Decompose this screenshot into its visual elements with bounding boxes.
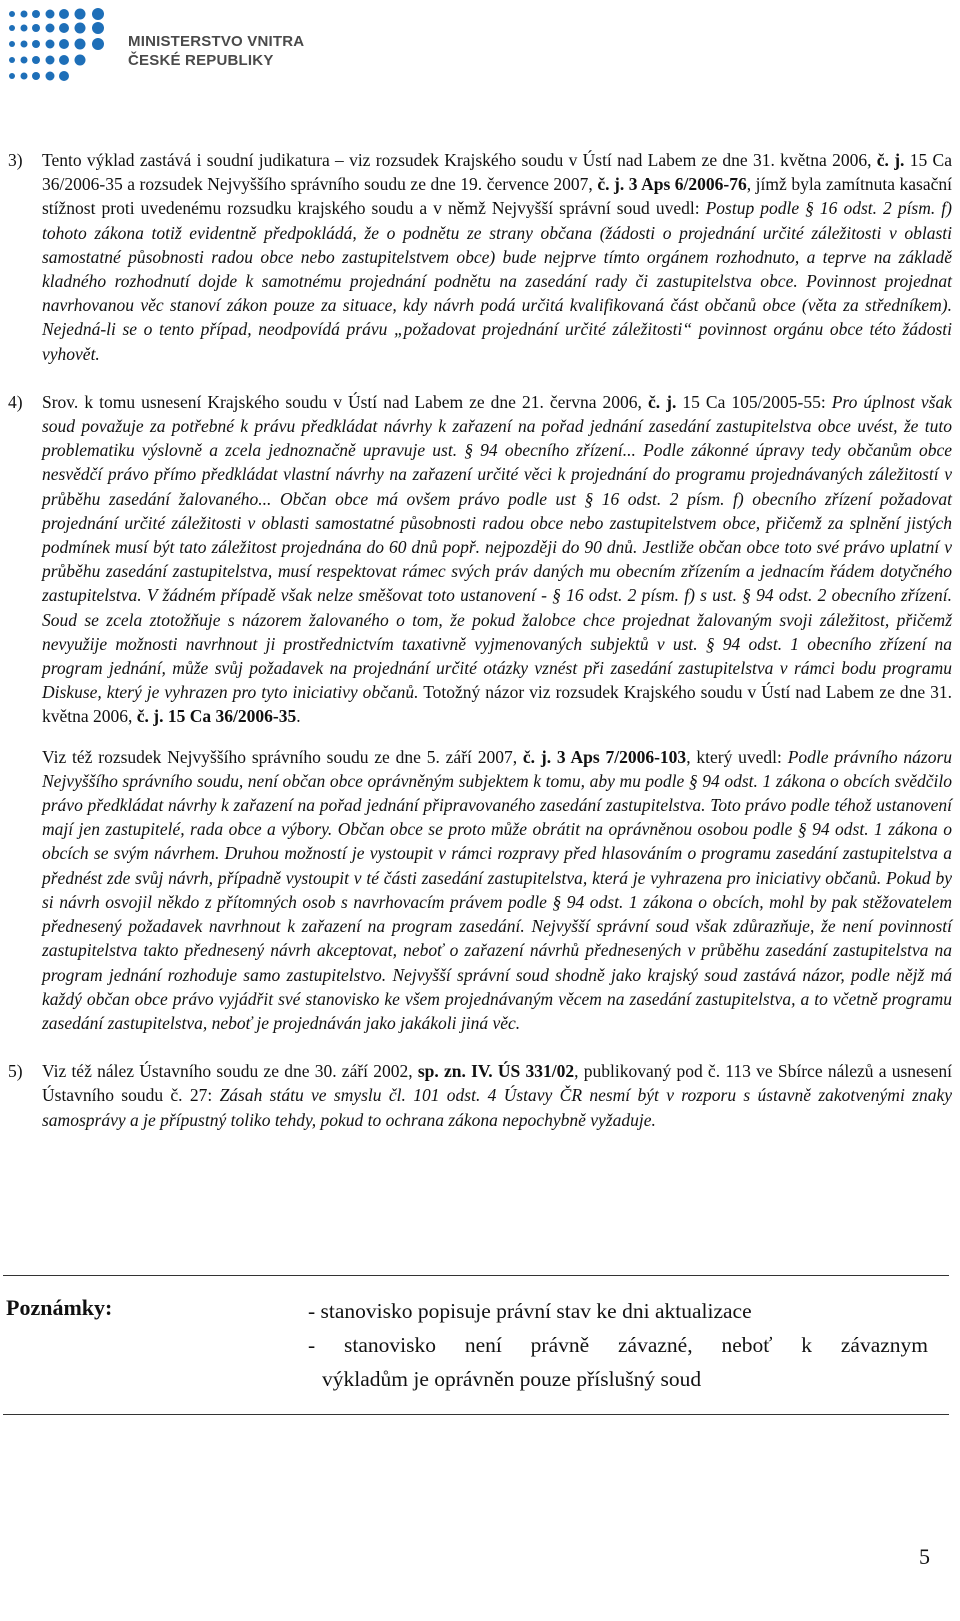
quotation: Podle právního názoru Nejvyššího správního soudu, není občan obce oprávněným subjektem k tomu, aby mu podle § 94 odst. 1 zákona o obcích svědčilo právo předkládat návrhy k zařazení na pořad jednání připravovaného zasedání zastupitelstva. Toto právo podle téhož ustanovení mají jen zastupitelé, rada obce a výbory. Občan obce se proto může obrátit na oprávněnou osobou podle § 94 odst. 1 zákona o obcích se svým návrhem. Druhou možností je vystoupit v rámci rozpravy před hlasováním o programu zasedání zastupitelstva a přednést zde svůj návrh, případně vystoupit v té části zasedání zastupitelstva, která je vyhrazena pro iniciativy občanů. Pokud by si návrh osvojil někdo z přítomných osob s navrhovacím právem podle § 94 odst. 1 zákona o obcích, mohl by pak stěžovatelem přednesený požadavek navrhnout k zařazení na program zasedání. Nejvyšší správní soud však zdůrazňuje, že není povinností zastupitelstva takto přednesený návrh akceptovat, neboť o zařazení návrhů přednesených v průběhu zasedání zastupitelstva na program jednání rozhoduje samo zastupitelstvo. Nejvyšší správní soud shodně jako krajský soud zastává názor, podle nějž má každý občan obce právo vyjádřit své stanovisko ke všem projednávaným věcem na zasedání zastupitelstva, a to včetně programu zasedání zastupitelstva, neboť je projednáván jako jakákoli jiná věc.	[42, 746, 953, 1033]
footnote-number: 5)	[8, 1061, 23, 1082]
remark-item: - stanovisko popisuje právní stav ke dni aktualizace	[308, 1299, 752, 1323]
reference: č. j. 3 Aps 7/2006-103	[522, 746, 687, 767]
footnote-paragraph	[42, 390, 952, 729]
reference: č. j.	[597, 174, 625, 195]
text: Tento výklad zastává i soudní judikatura – viz rozsudek Krajského soudu v Ústí nad Labem ze dne 31. května 2006,	[42, 150, 877, 170]
footnote-paragraph	[42, 745, 952, 1035]
text: 15 Ca 36/2006-35 a rozsudek Nejvyššího správního soudu ze dne 19. července 2007,	[42, 150, 952, 195]
quotation: Pro úplnost však soud považuje za potřebné k právu předkládat návrhy k zařazení na pořad jednání zasedání zastupitelstva obce uvést, že tuto problematiku výslovně a zcela jednoznačně upravuje ust. § 94 obecního zřízení... Podle zákonné úpravy tedy občanům obce nesvědčí právo přímo předkládat vlastní návrhy na zařazení určité věci k projednání do programu projednávaných záležitostí v průběhu zasedání žalovaného... Občan obce má ovšem právo podle ust § 16 odst. 2 písm. f) obecního zřízení požadovat projednání určité záležitosti v oblasti samostatné působnosti radou obce nebo zastupitelstvem obce, přičemž za splnění jistých podmínek musí být tato záležitost projednána do 60 dnů popř. nejpozději do 90 dnů. Jestliže občan obce toto své právo uplatní v průběhu zasedání zastupitelstva, musí respektovat rámec svých práv daných mu obecním zřízením a jednacím řádem dotyčného zastupitelstva. V žádném případě však nelze směšovat toto ustanovení - § 16 odst. 2 písm. f) s ust. § 94 odst. 2 obecního zřízení. Soud se zcela ztotožňuje s názorem žalovaného o tom, že pokud žalobce chce projednat žalovaným svoji záležitost, přičemž nevyužije možnosti navrhnout ji prostřednictvím taxativně vyjmenovaných subjektů v ust. § 94 odst. 1 obecního zřízení na program jednání, může svůj požadavek na projednání určité otázky vznést při zasedání zastupitelstva v rámci bodu programu Diskuse, který je vyhrazen pro tyto iniciativy občanů.	[42, 391, 953, 703]
ministry-logo	[0, 0, 320, 90]
page-number: 5	[919, 1544, 930, 1569]
remarks-title: Poznámky:	[6, 1295, 113, 1320]
remark-item: - stanovisko není právně závazné, neboť k závaznym	[308, 1333, 928, 1357]
text: Srov. k tomu usnesení Krajského soudu v Ústí nad Labem ze dne 21. června 2006,	[42, 391, 648, 412]
footnote-paragraph	[42, 148, 952, 366]
footnotes	[8, 148, 952, 1132]
footnote-number: 3)	[8, 150, 23, 170]
text: .	[296, 706, 301, 727]
reference: sp. zn. IV. ÚS 331/02	[417, 1061, 575, 1082]
reference: č. j.	[876, 150, 905, 170]
text: Viz též rozsudek Nejvyššího správního soudu ze dne 5. září 2007,	[42, 746, 523, 767]
logo-line-1: MINISTERSTVO VNITRA	[128, 33, 305, 50]
footnote-number: 4)	[8, 391, 23, 412]
quotation: Zásah státu ve smyslu čl. 101 odst. 4 Ústavy ČR nesmí být v rozporu s ústavně zakotvenými znaky samosprávy a je přípustný toliko tehdy, pokud to ochrana zákona nepochybně vyžaduje.	[42, 1085, 952, 1130]
quotation: Postup podle § 16 odst. 2 písm. f) tohoto zákona totiž evidentně předpokládá, že o podnětu ze strany občana (žádosti o projednání určité záležitosti v oblasti samostatné působnosti radou obce nebo zastupitelstvem obce) bude nejprve tímto orgánem rozhodnuto, a teprve na základě kladného rozhodnutí dojde k samotnému projednání podnětu na zasedání rady či zastupitelstva obce. Povinnost projednat navrhovanou věc stanoví zákon pouze za situace, kdy návrh podá určitá kvalifikovaná část občanů obce (věta za středníkem). Nejedná-li se o tento případ, neodpovídá právu „požadovat projednání určité záležitosti“ povinnost orgánu obce této žádosti vyhovět.	[42, 198, 952, 364]
footnote-paragraph	[42, 1059, 952, 1132]
text: , jímž byla zamítnuta kasační stížnost proti uvedenému rozsudku krajského soudu a v němž Nejvyšší správní soud uvedl:	[42, 174, 952, 219]
reference: č. j. 15 Ca 36/2006-35	[136, 706, 297, 727]
reference: 3 Aps 6/2006-76	[624, 174, 747, 195]
text: Totožný názor viz rozsudek Krajského soudu v Ústí nad Labem ze dne 31. května 2006,	[42, 682, 952, 727]
divider-bottom	[3, 1414, 949, 1415]
logo-text	[128, 32, 304, 70]
text: Viz též nález Ústavního soudu ze dne 30. září 2002,	[42, 1061, 418, 1082]
text: , který uvedl:	[686, 746, 788, 767]
logo-line-2: ČESKÉ REPUBLIKY	[128, 52, 274, 69]
remarks-list	[308, 1294, 928, 1396]
divider-top	[3, 1275, 949, 1276]
footnote-4	[8, 390, 952, 1035]
reference: č. j.	[647, 391, 677, 412]
footnote-3	[8, 148, 952, 366]
text: , publikovaný pod č. 113 ve Sbírce nálezů a usnesení Ústavního soudu č. 27:	[42, 1061, 952, 1106]
remark-item: výkladům je oprávněn pouze příslušný soud	[322, 1367, 702, 1391]
text: 15 Ca 105/2005-55:	[676, 391, 832, 412]
logo-dots-icon	[4, 4, 116, 88]
footnote-5	[8, 1059, 952, 1132]
